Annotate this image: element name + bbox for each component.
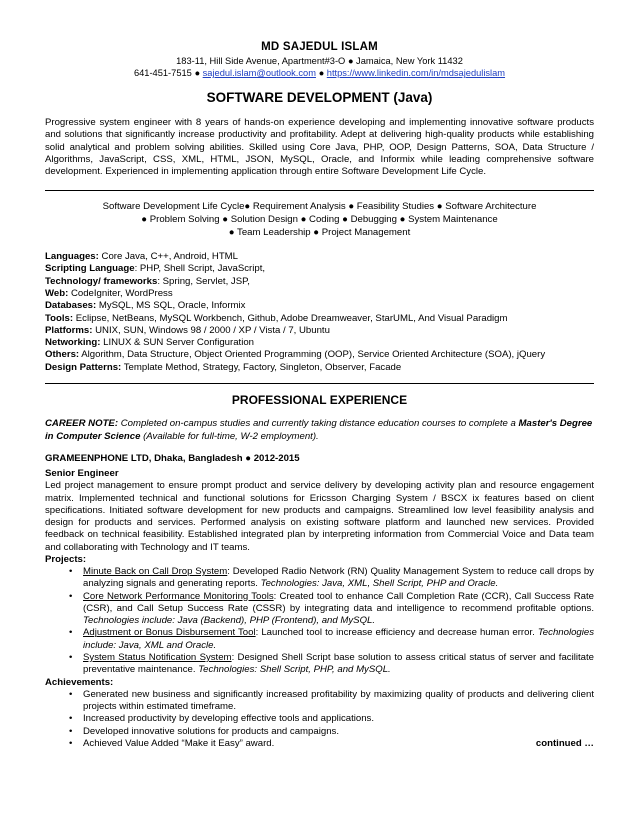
career-note-text: Completed on-campus studies and currently taking distance education courses to complete a [118,418,519,430]
career-note [45,418,594,443]
technical-skills [45,251,594,374]
bullet-icon: • [69,652,73,664]
project-tech: Technologies include: Java, XML and Oracle. [83,627,595,651]
skill-label: Databases: [45,300,97,312]
skill-value: Algorithm, Data Structure, Object Oriented Programming (OOP), Service Oriented Architecture (SOA), jQuery [79,349,546,361]
skill-row [45,276,594,288]
skill-row [45,325,594,337]
skill-row [45,349,594,361]
skill-label: Networking: [45,337,101,349]
linkedin-link[interactable]: https://www.linkedin.com/in/mdsajedulislam [326,68,506,79]
continued-label: continued … [535,737,594,749]
skill-label: Scripting Language [45,263,135,275]
skill-row [45,362,594,374]
divider [45,190,594,191]
skill-label: Web: [45,288,69,300]
phone: 641-451-7515 [133,68,192,79]
achievement-item [69,738,594,750]
project-text: : Developed Radio Network (RN) Quality Management System to reduce call drops by analyzing signals and generating reports. [83,566,594,590]
project-item [69,627,594,652]
bullet-icon: • [69,737,73,749]
company-line: GRAMEENPHONE LTD, Dhaka, Bangladesh ● 2012-2015 [45,452,300,464]
project-title: System Status Notification System [83,652,232,664]
achievement-text: Achieved Value Added “Make it Easy” award. [83,737,275,749]
bullet-icon: • [69,688,73,700]
skill-label: Others: [45,349,80,361]
project-item [69,591,594,628]
skill-row [45,251,594,263]
project-text: : Launched tool to increase efficiency and decrease human error. [255,627,538,639]
separator-dot: ● [194,68,201,79]
project-text: : Created tool to enhance Call Completion Rate (CCR), Call Success Rate (CSR), and Call Setup Success Rate (CSSR) by integrating data and intelligence to recommend profitable options. [83,590,595,614]
candidate-name: MD SAJEDUL ISLAM [261,41,378,53]
job-role: Senior Engineer [45,468,119,480]
summary-paragraph: Progressive system engineer with 8 years of hands-on experience developing and implementing innovative software products and solutions that significantly increase productivity and profitability. Adept at delivering high-quality products while establishing solid analytical and problem solving abilities. Skilled using Core Java, PHP, OOP, Design Patterns, SOA, Data Structure / Algorithms, JavaScript, CSS, XML, HTML, JSON, MySQL, Oracle, and Informix while leading comprehensive software development. Experienced in implementing application through entire Software Development Life Cycle. [45,117,594,178]
contact-address: 183-11, Hill Side Avenue, Apartment#3-O ● Jamaica, New York 11432 [176,55,463,66]
bullet-icon: • [69,713,73,725]
skill-value: MySQL, MS SQL, Oracle, Informix [96,300,246,312]
skill-row [45,263,594,275]
bullet-icon: • [69,590,73,602]
competencies-line: ● Team Leadership ● Project Management [228,227,411,239]
project-title: Core Network Performance Monitoring Tools [83,590,274,602]
projects-list [69,566,594,676]
skill-value: : Spring, Servlet, JSP, [157,275,250,287]
experience-heading: PROFESSIONAL EXPERIENCE [231,392,408,407]
project-title: Adjustment or Bonus Disbursement Tool [83,627,256,639]
skill-value: Core Java, C++, Android, HTML [98,251,239,263]
career-note-text: (Available for full-time, W-2 employment). [140,430,319,442]
skill-value: Eclipse, NetBeans, MySQL Workbench, Github, Adobe Dreamweaver, StarUML, And Visual Paradigm [73,312,508,324]
career-note-label: CAREER NOTE: [45,418,119,430]
skill-value: UNIX, SUN, Windows 98 / 2000 / XP / Vista / 7, Ubuntu [92,324,330,336]
separator-dot: ● [318,68,325,79]
project-tech: Technologies: Java, XML, Shell Script, PHP and Oracle. [260,578,499,590]
skill-value: LINUX & SUN Server Configuration [100,337,254,349]
bullet-icon: • [69,566,73,578]
projects-label: Projects: [45,553,87,565]
skill-value: Template Method, Strategy, Factory, Singleton, Observer, Facade [121,361,402,373]
skill-row [45,300,594,312]
skill-label: Platforms: [45,324,93,336]
achievement-item [69,713,594,725]
core-competencies [45,201,594,240]
achievements-list [69,689,594,750]
degree-name: Master's Degree in Computer Science [45,418,593,442]
skill-label: Tools: [45,312,74,324]
skill-label: Technology/ frameworks [45,275,158,287]
skill-value: : PHP, Shell Script, JavaScript, [134,263,266,275]
achievement-item [69,689,594,714]
competencies-line: ● Problem Solving ● Solution Design ● Coding ● Debugging ● System Maintenance [141,214,498,226]
project-tech: Technologies: Shell Script, PHP, and MySQL. [198,664,391,676]
resume-title: SOFTWARE DEVELOPMENT (Java) [206,89,433,105]
competencies-line: Software Development Life Cycle● Requirement Analysis ● Feasibility Studies ● Software Architecture [102,201,537,213]
email-link[interactable]: sajedul.islam@outlook.com [202,68,316,79]
contact-line [45,67,594,80]
bullet-icon: • [69,627,73,639]
divider [45,383,594,384]
project-text: : Designed Shell Script base solution to assess critical status of server and facilitate preventative maintenance. [83,652,595,676]
project-tech: Technologies include: Java (Backend), PHP (Frontend), and MySQL. [83,615,376,627]
job-description: Led project management to ensure prompt product and service delivery by developing activity plan and resource engagement matrix. Implemented technical and functional solutions for Ericsson Charging System / BSCX ix features based on client specifications. Initiated software development for new products and campaigns. Streamlined low level feasibility analysis and design for products and services. Performed analysis on existing software platform and launched new services. Provided feedback on technical feasibility. Established integrated plan by interpreting information from Commercial Voice and Data team and collaborating with Technology and IT teams. [45,480,594,553]
skill-label: Languages: [45,251,99,263]
project-item [69,566,594,591]
bullet-icon: • [69,725,73,737]
achievement-text: Developed innovative solutions for products and campaigns. [83,725,339,737]
achievement-text: Increased productivity by developing effective tools and applications. [83,713,375,725]
achievement-item [69,726,594,738]
skill-value: CodeIgniter, WordPress [68,288,173,300]
project-title: Minute Back on Call Drop System [83,566,228,578]
achievements-label: Achievements: [45,676,114,688]
skill-row [45,313,594,325]
achievement-text: Generated new business and significantly increased profitability by maximizing quality of products and delivering client projects within estimated timeframe. [83,688,594,713]
skill-row [45,337,594,349]
project-item [69,652,594,677]
skill-row [45,288,594,300]
skill-label: Design Patterns: [45,361,122,373]
